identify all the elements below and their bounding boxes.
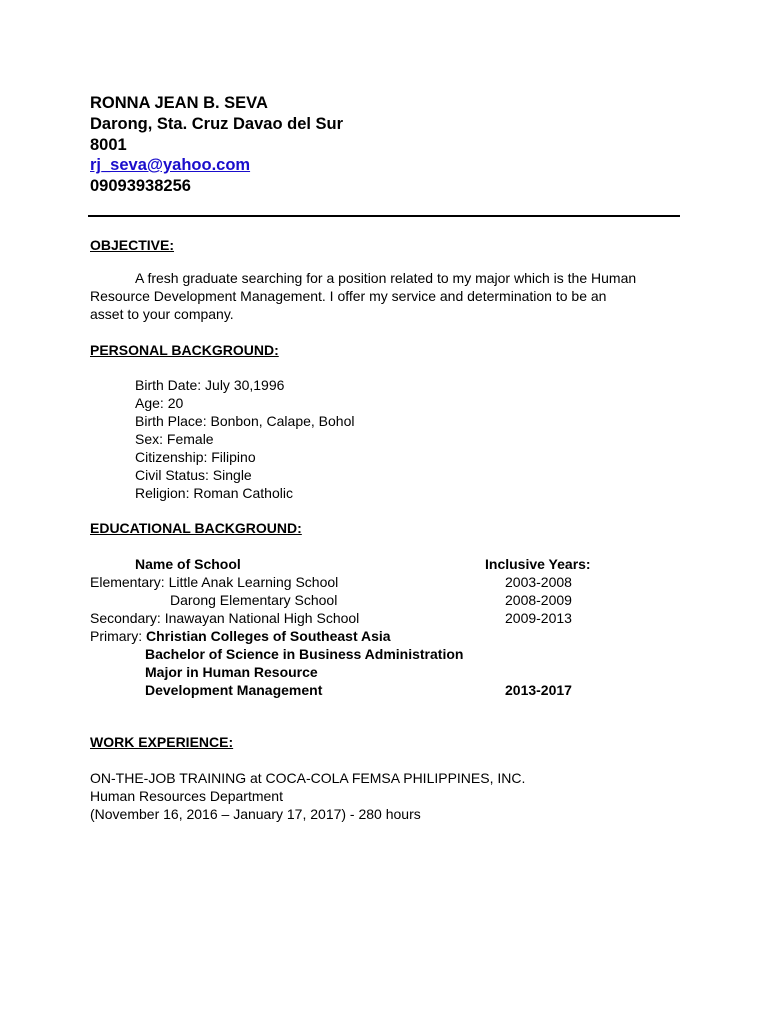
col-school-header: Name of School bbox=[135, 556, 241, 572]
secondary-label: Secondary: bbox=[90, 610, 161, 626]
elementary-school-1: Little Anak Learning School bbox=[168, 574, 339, 590]
secondary-years: 2009-2013 bbox=[505, 610, 572, 626]
primary-label: Primary: bbox=[90, 628, 143, 644]
elementary-row bbox=[90, 574, 338, 590]
elementary-school-2: Darong Elementary School bbox=[170, 592, 338, 608]
primary-row bbox=[90, 628, 391, 644]
objective-line-2: Resource Development Management. I offer my service and determination to be an bbox=[90, 288, 607, 304]
elementary-label: Elementary: bbox=[90, 574, 165, 590]
objective-line-1: A fresh graduate searching for a position related to my major which is the Human bbox=[135, 270, 637, 286]
degree-line-2: Major in Human Resource bbox=[145, 664, 318, 680]
primary-years: 2013-2017 bbox=[505, 682, 572, 698]
education-heading: EDUCATIONAL BACKGROUND: bbox=[90, 520, 302, 536]
secondary-school: Inawayan National High School bbox=[164, 610, 360, 626]
applicant-name: RONNA JEAN B. SEVA bbox=[90, 94, 268, 112]
civil-status: Civil Status: Single bbox=[135, 467, 252, 483]
religion: Religion: Roman Catholic bbox=[135, 485, 293, 501]
birth-date: Birth Date: July 30,1996 bbox=[135, 377, 285, 393]
work-line-2: Human Resources Department bbox=[90, 788, 283, 804]
citizenship: Citizenship: Filipino bbox=[135, 449, 256, 465]
work-heading: WORK EXPERIENCE: bbox=[90, 734, 234, 750]
elementary-years-1: 2003-2008 bbox=[505, 574, 572, 590]
personal-heading: PERSONAL BACKGROUND: bbox=[90, 342, 279, 358]
work-line-3: (November 16, 2016 – January 17, 2017) - 280 hours bbox=[90, 806, 421, 822]
birth-place: Birth Place: Bonbon, Calape, Bohol bbox=[135, 413, 355, 429]
postal-code: 8001 bbox=[90, 136, 127, 154]
email-link[interactable]: rj_seva@yahoo.com bbox=[90, 156, 251, 174]
secondary-row bbox=[90, 610, 359, 626]
header-divider bbox=[88, 215, 680, 217]
address: Darong, Sta. Cruz Davao del Sur bbox=[90, 115, 344, 133]
sex: Sex: Female bbox=[135, 431, 214, 447]
primary-school: Christian Colleges of Southeast Asia bbox=[146, 628, 391, 644]
work-line-1: ON-THE-JOB TRAINING at COCA-COLA FEMSA PHILIPPINES, INC. bbox=[90, 770, 526, 786]
phone-number: 09093938256 bbox=[90, 177, 191, 195]
elementary-years-2: 2008-2009 bbox=[505, 592, 572, 608]
degree-line-3: Development Management bbox=[145, 682, 323, 698]
col-years-header: Inclusive Years: bbox=[485, 556, 591, 572]
age: Age: 20 bbox=[135, 395, 184, 411]
degree-line-1: Bachelor of Science in Business Administration bbox=[145, 646, 464, 662]
objective-line-3: asset to your company. bbox=[90, 306, 234, 322]
objective-heading: OBJECTIVE: bbox=[90, 237, 175, 253]
